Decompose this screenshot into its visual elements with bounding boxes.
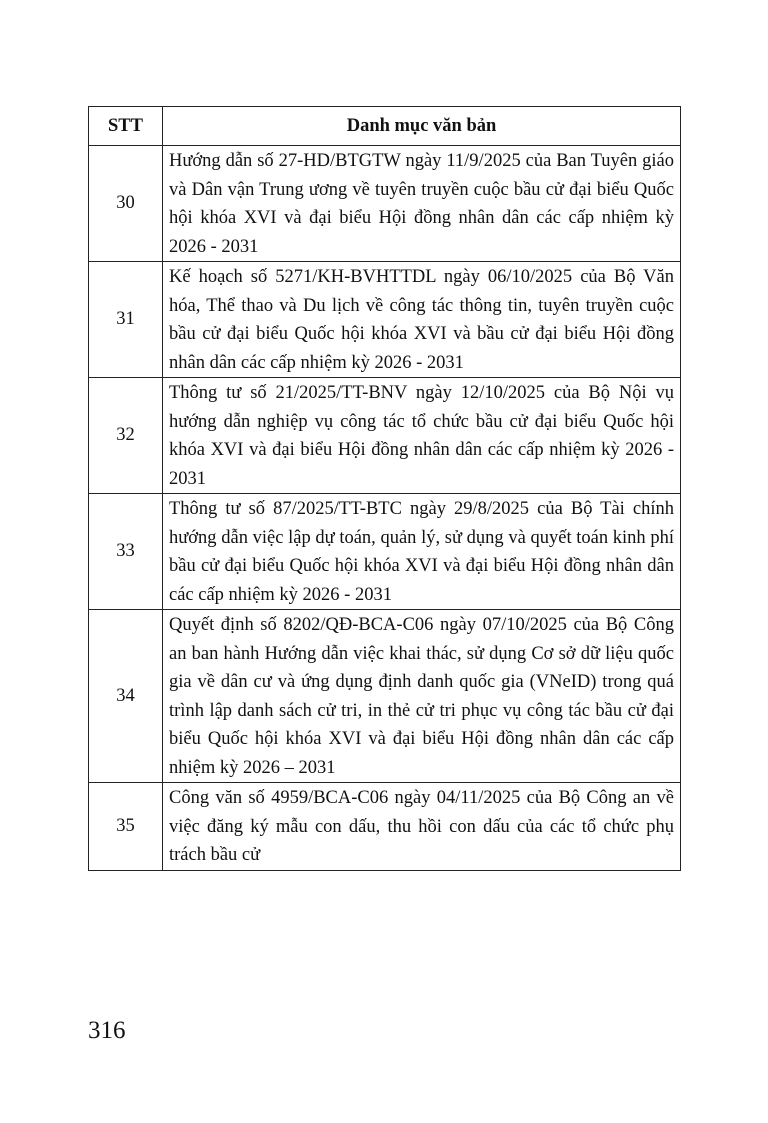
row-stt: 30 [89,146,163,262]
header-document-list: Danh mục văn bản [163,107,681,146]
row-document-text: Kế hoạch số 5271/KH-BVHTTDL ngày 06/10/2025 của Bộ Văn hóa, Thể thao và Du lịch về công tác thông tin, tuyên truyền cuộc bầu cử đại biểu Quốc hội khóa XVI và bầu cử đại biểu Hội đồng nhân dân các cấp nhiệm kỳ 2026 - 2031 [163,262,681,378]
row-document-text: Thông tư số 87/2025/TT-BTC ngày 29/8/2025 của Bộ Tài chính hướng dẫn việc lập dự toán, quản lý, sử dụng và quyết toán kinh phí bầu cử đại biểu Quốc hội khóa XVI và đại biểu Hội đồng nhân dân các cấp nhiệm kỳ 2026 - 2031 [163,494,681,610]
table-row [89,610,681,783]
table-row [89,378,681,494]
row-document-text: Thông tư số 21/2025/TT-BNV ngày 12/10/2025 của Bộ Nội vụ hướng dẫn nghiệp vụ công tác tổ chức bầu cử đại biểu Quốc hội khóa XVI và đại biểu Hội đồng nhân dân các cấp nhiệm kỳ 2026 - 2031 [163,378,681,494]
page-number: 316 [88,1017,126,1044]
row-stt: 33 [89,494,163,610]
table-row [89,783,681,871]
row-stt: 32 [89,378,163,494]
document-list-table [88,106,681,871]
table-header-row [89,107,681,146]
table-row [89,146,681,262]
row-stt: 35 [89,783,163,871]
table-row [89,262,681,378]
row-stt: 34 [89,610,163,783]
row-stt: 31 [89,262,163,378]
row-document-text: Công văn số 4959/BCA-C06 ngày 04/11/2025 của Bộ Công an về việc đăng ký mẫu con dấu, thu hồi con dấu của các tổ chức phụ trách bầu cử [163,783,681,871]
row-document-text: Hướng dẫn số 27-HD/BTGTW ngày 11/9/2025 của Ban Tuyên giáo và Dân vận Trung ương về tuyên truyền cuộc bầu cử đại biểu Quốc hội khóa XVI và đại biểu Hội đồng nhân dân các cấp nhiệm kỳ 2026 - 2031 [163,146,681,262]
table-row [89,494,681,610]
row-document-text: Quyết định số 8202/QĐ-BCA-C06 ngày 07/10/2025 của Bộ Công an ban hành Hướng dẫn việc khai thác, sử dụng Cơ sở dữ liệu quốc gia về dân cư và ứng dụng định danh quốc gia (VNeID) trong quá trình lập danh sách cử tri, in thẻ cử tri phục vụ công tác bầu cử đại biểu Quốc hội khóa XVI và đại biểu Hội đồng nhân dân các cấp nhiệm kỳ 2026 – 2031 [163,610,681,783]
header-stt: STT [89,107,163,146]
